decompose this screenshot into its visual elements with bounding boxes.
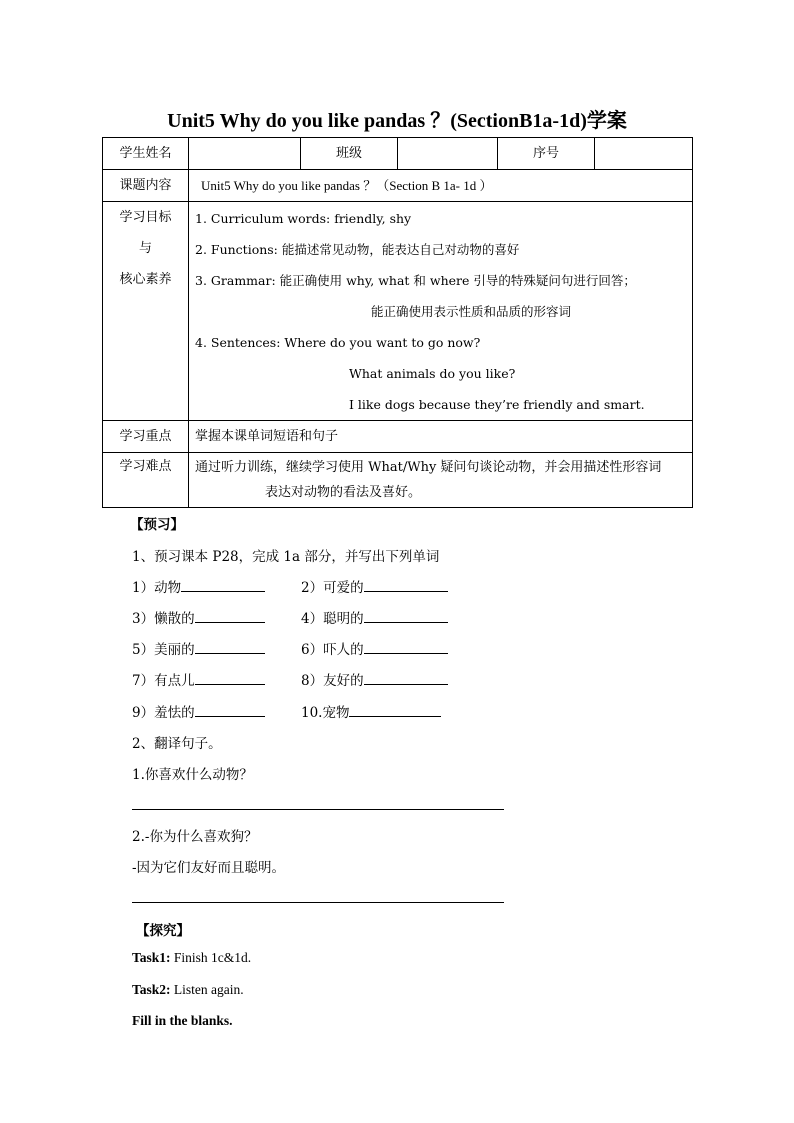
- goal-label: [103, 202, 189, 421]
- vocab-label: 2）可爱的: [301, 580, 364, 596]
- vocab-blank[interactable]: [195, 702, 265, 717]
- difficulty-line: 表达对动物的看法及喜好。: [265, 485, 422, 500]
- goal-line: 能正确使用表示性质和品质的形容词: [371, 304, 572, 319]
- sentence-2a: 2.-你为什么喜欢狗？: [132, 829, 258, 845]
- vocab-label: 9）羞怯的: [132, 705, 195, 721]
- vocab-blank[interactable]: [364, 608, 448, 623]
- table-row: [103, 202, 693, 421]
- task-2-text: Listen again.: [170, 982, 244, 997]
- goal-label-line: 学习目标: [119, 210, 172, 225]
- goal-line: I like dogs because they’re friendly and smart.: [349, 397, 645, 412]
- goal-content: [189, 202, 693, 421]
- sentence-2b: -因为它们友好而且聪明。: [132, 860, 286, 876]
- vocab-item: [132, 638, 265, 658]
- task-1-text: Finish 1c&1d.: [170, 950, 252, 965]
- content-value: Unit5 Why do you like pandas ？（Section B 1a- 1d ）: [189, 170, 693, 202]
- goal-label-line: 核心素养: [119, 272, 172, 287]
- vocab-blank[interactable]: [364, 577, 448, 592]
- vocab-blank[interactable]: [364, 639, 448, 654]
- vocab-label: 10.宠物: [301, 705, 350, 721]
- table-row: [103, 421, 693, 453]
- goal-line: 4. Sentences: Where do you want to go now?: [195, 335, 481, 350]
- explore-heading: 【探究】: [136, 923, 190, 939]
- key-points-label: 学习重点: [103, 421, 189, 453]
- info-table: [102, 137, 693, 508]
- vocab-item: [132, 576, 265, 596]
- class-field[interactable]: [398, 138, 498, 170]
- vocab-item: [132, 701, 265, 721]
- vocab-label: 3）懒散的: [132, 611, 195, 627]
- vocab-blank[interactable]: [195, 670, 265, 685]
- class-label: 班级: [301, 138, 398, 170]
- table-row: [103, 138, 693, 170]
- goal-line: 2. Functions: 能描述常见动物，能表达自己对动物的喜好: [195, 242, 520, 257]
- vocab-item: [301, 576, 448, 596]
- vocab-label: 6）吓人的: [301, 642, 364, 658]
- goal-line: 1. Curriculum words: friendly, shy: [195, 211, 412, 226]
- vocab-blank[interactable]: [181, 577, 265, 592]
- sentence-1: 1.你喜欢什么动物？: [132, 767, 253, 783]
- vocab-item: [301, 701, 441, 721]
- student-name-label: 学生姓名: [103, 138, 189, 170]
- fill-instruction: Fill in the blanks.: [132, 1013, 233, 1028]
- task-2-label: Task2:: [132, 982, 171, 997]
- goal-line: What animals do you like?: [349, 366, 516, 381]
- vocab-label: 4）聪明的: [301, 611, 364, 627]
- preview-question-1: 1、预习课本 P28，完成 1a 部分，并写出下列单词: [132, 549, 440, 565]
- vocab-blank[interactable]: [195, 639, 265, 654]
- goal-label-line: 与: [138, 241, 152, 256]
- vocab-label: 5）美丽的: [132, 642, 195, 658]
- difficulty-line: 通过听力训练，继续学习使用 What/Why 疑问句谈论动物，并会用描述性形容词: [195, 460, 662, 475]
- vocab-blank[interactable]: [195, 608, 265, 623]
- task-1: [132, 950, 251, 966]
- page-title: Unit5 Why do you like pandas ？(SectionB1a-1d)学案: [167, 110, 627, 132]
- answer-line[interactable]: [132, 809, 504, 810]
- vocab-item: [301, 669, 448, 689]
- table-row: [103, 170, 693, 202]
- vocab-label: 7）有点儿: [132, 673, 195, 689]
- vocab-label: 8）友好的: [301, 673, 364, 689]
- difficulty-value: [189, 453, 693, 508]
- vocab-item: [132, 607, 265, 627]
- preview-heading: 【预习】: [130, 517, 184, 533]
- vocab-item: [301, 638, 448, 658]
- vocab-label: 1）动物: [132, 580, 182, 596]
- goal-line: 3. Grammar: 能正确使用 why, what 和 where 引导的特殊疑问句进行回答；: [195, 273, 636, 288]
- answer-line[interactable]: [132, 902, 504, 903]
- task-1-label: Task1:: [132, 950, 171, 965]
- student-name-field[interactable]: [189, 138, 301, 170]
- vocab-blank[interactable]: [364, 670, 448, 685]
- number-label: 序号: [498, 138, 595, 170]
- key-points-value: 掌握本课单词短语和句子: [189, 421, 693, 453]
- preview-question-2: 2、翻译句子。: [132, 736, 222, 752]
- difficulty-label: 学习难点: [103, 453, 189, 508]
- content-label: 课题内容: [103, 170, 189, 202]
- task-2: [132, 982, 244, 998]
- number-field[interactable]: [595, 138, 693, 170]
- vocab-item: [132, 669, 265, 689]
- vocab-blank[interactable]: [349, 702, 441, 717]
- vocab-item: [301, 607, 448, 627]
- table-row: [103, 453, 693, 508]
